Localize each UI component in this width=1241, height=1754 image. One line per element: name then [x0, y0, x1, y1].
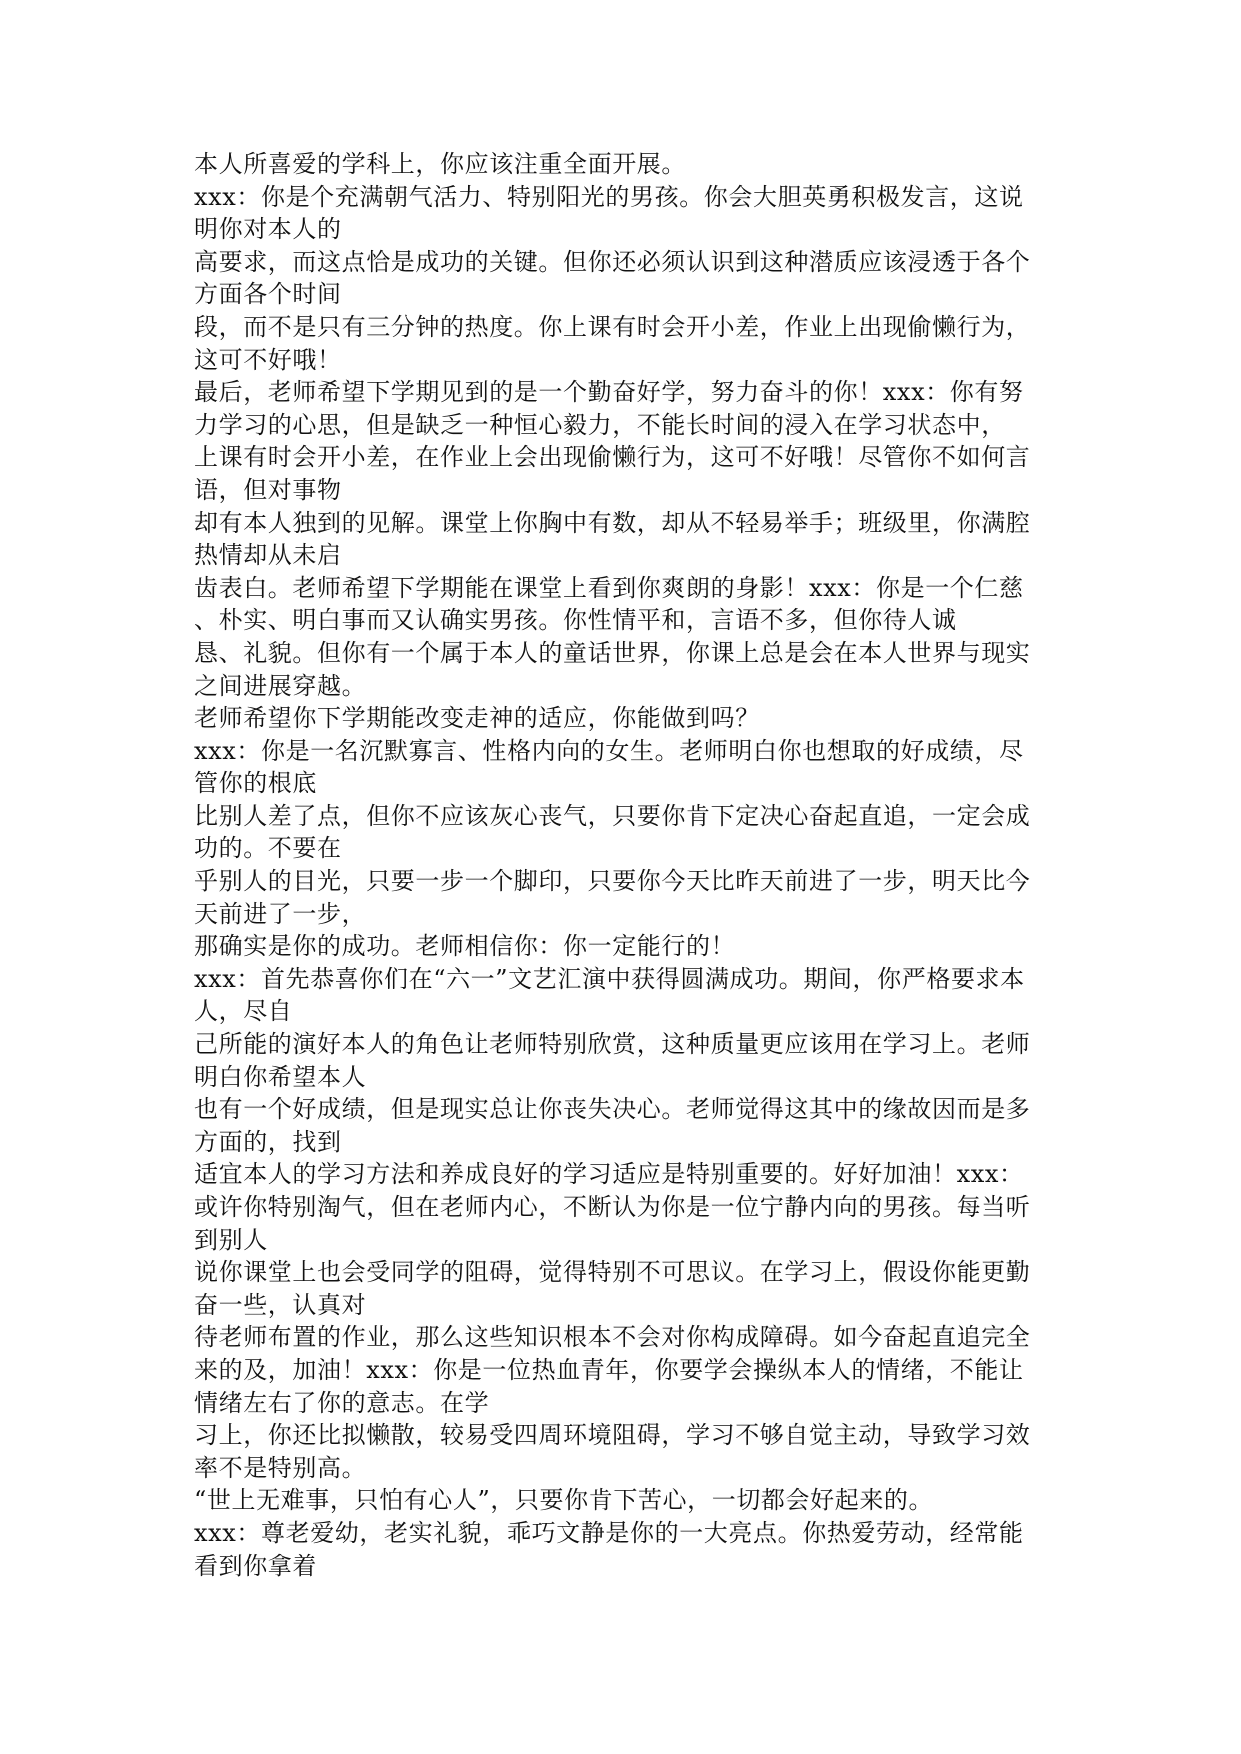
text-line: 之间进展穿越。 — [194, 671, 367, 700]
text-line: “世上无难事，只怕有心人”，只要你肯下苦心，一切都会好起来的。 — [194, 1486, 934, 1515]
text-line: xxx：首先恭喜你们在“六一”文艺汇演中获得圆满成功。期间，你严格要求本 — [194, 964, 1025, 993]
text-line: 说你课堂上也会受同学的阻碍，觉得特别不可思议。在学习上，假设你能更勤 — [194, 1258, 1031, 1287]
text-line: 来的及，加油！xxx：你是一位热血青年，你要学会操纵本人的情绪，不能让 — [194, 1355, 1024, 1384]
text-line: 恳、礼貌。但你有一个属于本人的童话世界，你课上总是会在本人世界与现实 — [194, 638, 1031, 667]
text-line: 率不是特别高。 — [194, 1453, 367, 1482]
text-line: 这可不好哦！ — [194, 345, 342, 374]
text-line: 、朴实、明白事而又认确实男孩。你性情平和，言语不多，但你待人诚 — [194, 606, 957, 635]
text-line: 语，但对事物 — [194, 475, 342, 504]
text-line: 那确实是你的成功。老师相信你：你一定能行的！ — [194, 932, 736, 961]
text-line: xxx：尊老爱幼，老实礼貌，乖巧文静是你的一大亮点。你热爱劳动，经常能 — [194, 1518, 1024, 1547]
text-line: 却有本人独到的见解。课堂上你胸中有数，却从不轻易举手；班级里，你满腔 — [194, 508, 1031, 537]
text-line: 待老师布置的作业，那么这些知识根本不会对你构成障碍。如今奋起直追完全 — [194, 1323, 1031, 1352]
text-line: 看到你拿着 — [194, 1551, 317, 1580]
text-line: 高要求，而这点恰是成功的关键。但你还必须认识到这种潜质应该浸透于各个 — [194, 247, 1031, 276]
text-line: 功的。不要在 — [194, 834, 342, 863]
text-line: xxx：你是个充满朝气活力、特别阳光的男孩。你会大胆英勇积极发言，这说 — [194, 182, 1024, 211]
text-line: 上课有时会开小差，在作业上会出现偷懒行为，这可不好哦！尽管你不如何言 — [194, 443, 1031, 472]
text-line: 老师希望你下学期能改变走神的适应，你能做到吗？ — [194, 704, 760, 733]
text-line: 管你的根底 — [194, 769, 317, 798]
text-line: 己所能的演好本人的角色让老师特别欣赏，这种质量更应该用在学习上。老师 — [194, 1030, 1031, 1059]
text-line: 到别人 — [194, 1225, 268, 1254]
text-line: 力学习的心思，但是缺乏一种恒心毅力，不能长时间的浸入在学习状态中， — [194, 410, 1006, 439]
text-line: 或许你特别淘气，但在老师内心，不断认为你是一位宁静内向的男孩。每当听 — [194, 1193, 1031, 1221]
document-body-text — [194, 148, 1054, 1582]
text-line: 齿表白。老师希望下学期能在课堂上看到你爽朗的身影！xxx：你是一个仁慈 — [194, 573, 1024, 602]
text-line: 情绪左右了你的意志。在学 — [194, 1388, 490, 1417]
text-line: 奋一些，认真对 — [194, 1290, 367, 1319]
text-line: 方面各个时间 — [194, 280, 342, 309]
text-line: 适宜本人的学习方法和养成良好的学习适应是特别重要的。好好加油！xxx： — [194, 1160, 1024, 1189]
text-line: 也有一个好成绩，但是现实总让你丧失决心。老师觉得这其中的缘故因而是多 — [194, 1095, 1031, 1124]
text-line: 热情却从未启 — [194, 541, 342, 570]
text-line: xxx：你是一名沉默寡言、性格内向的女生。老师明白你也想取的好成绩，尽 — [194, 736, 1024, 765]
text-line: 乎别人的目光，只要一步一个脚印，只要你今天比昨天前进了一步，明天比今 — [194, 867, 1031, 896]
text-line: 习上，你还比拟懒散，较易受四周环境阻碍，学习不够自觉主动，导致学习效 — [194, 1421, 1031, 1450]
text-line: 比别人差了点，但你不应该灰心丧气，只要你肯下定决心奋起直追，一定会成 — [194, 801, 1031, 830]
text-line: 明白你希望本人 — [194, 1062, 367, 1091]
text-line: 本人所喜爱的学科上，你应该注重全面开展。 — [194, 150, 686, 178]
text-line: 人，尽自 — [194, 997, 293, 1026]
text-line: 段，而不是只有三分钟的热度。你上课有时会开小差，作业上出现偷懒行为， — [194, 312, 1031, 341]
text-line: 最后，老师希望下学期见到的是一个勤奋好学，努力奋斗的你！xxx：你有努 — [194, 378, 1024, 407]
text-line: 天前进了一步， — [194, 899, 367, 928]
text-line: 方面的，找到 — [194, 1127, 342, 1156]
text-line: 明你对本人的 — [194, 215, 342, 244]
